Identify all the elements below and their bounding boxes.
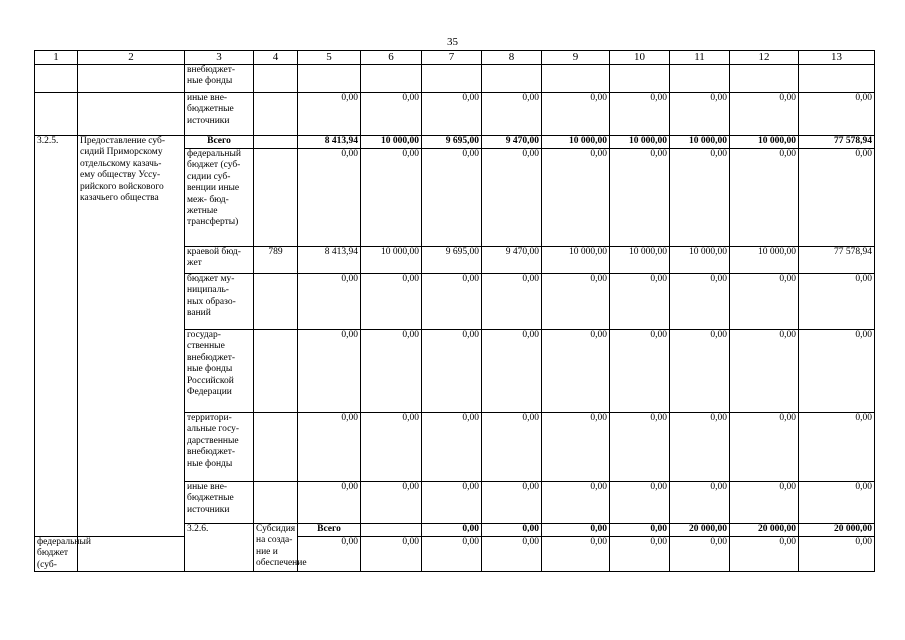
amount-cell: 0,00 <box>361 537 422 572</box>
budget-code-cell <box>254 330 298 413</box>
column-number-header: 9 <box>542 51 610 65</box>
amount-cell: 0,00 <box>799 537 875 572</box>
amount-cell <box>361 65 422 93</box>
amount-cell: 0,00 <box>610 413 670 482</box>
amount-cell: 0,00 <box>799 93 875 136</box>
amount-cell: 0,00 <box>799 413 875 482</box>
amount-cell: 0,00 <box>422 149 482 247</box>
amount-cell: 0,00 <box>298 149 361 247</box>
amount-cell: 8 413,94 <box>298 247 361 274</box>
amount-cell: 10 000,00 <box>670 247 730 274</box>
amount-cell: 0,00 <box>542 274 610 330</box>
amount-cell: 10 000,00 <box>361 136 422 149</box>
amount-cell: 0,00 <box>670 413 730 482</box>
column-number-header: 1 <box>35 51 78 65</box>
amount-cell: 77 578,94 <box>799 247 875 274</box>
amount-cell: 0,00 <box>361 93 422 136</box>
amount-cell <box>610 65 670 93</box>
amount-cell: 0,00 <box>610 537 670 572</box>
amount-cell: 10 000,00 <box>542 247 610 274</box>
funding-source-cell: федеральный бюджет (суб- <box>35 537 78 572</box>
amount-cell: 9 695,00 <box>422 136 482 149</box>
budget-code-cell: 789 <box>254 247 298 274</box>
amount-cell: 0,00 <box>610 524 670 537</box>
amount-cell: 0,00 <box>730 274 799 330</box>
amount-cell: 0,00 <box>542 93 610 136</box>
amount-cell: 0,00 <box>610 93 670 136</box>
amount-cell: 0,00 <box>670 274 730 330</box>
column-number-header: 10 <box>610 51 670 65</box>
amount-cell: 0,00 <box>730 149 799 247</box>
amount-cell: 9 695,00 <box>422 247 482 274</box>
column-number-header: 4 <box>254 51 298 65</box>
funding-source-cell: территори- альные госу- дарственные внебюджет- ные фонды <box>185 413 254 482</box>
amount-cell: 0,00 <box>482 413 542 482</box>
amount-cell: 0,00 <box>361 274 422 330</box>
amount-cell: 10 000,00 <box>610 247 670 274</box>
budget-code-cell <box>254 65 298 93</box>
amount-cell: 0,00 <box>422 482 482 524</box>
amount-cell: 0,00 <box>542 149 610 247</box>
amount-cell: 0,00 <box>610 330 670 413</box>
budget-code-cell <box>254 149 298 247</box>
amount-cell: 9 470,00 <box>482 247 542 274</box>
amount-cell: 0,00 <box>542 330 610 413</box>
funding-source-cell: Всего <box>185 136 254 149</box>
column-number-header: 8 <box>482 51 542 65</box>
budget-code-cell <box>254 136 298 149</box>
column-number-header: 6 <box>361 51 422 65</box>
item-name-cell: Субсидия на созда- ние и обеспечение <box>254 524 298 572</box>
table-row <box>35 136 875 149</box>
amount-cell: 0,00 <box>422 524 482 537</box>
funding-source-cell: краевой бюд- жет <box>185 247 254 274</box>
column-number-header: 5 <box>298 51 361 65</box>
amount-cell: 0,00 <box>730 482 799 524</box>
item-number-cell: 3.2.5. <box>35 136 78 537</box>
page-number: 35 <box>447 36 458 48</box>
amount-cell: 0,00 <box>730 330 799 413</box>
amount-cell: 0,00 <box>730 93 799 136</box>
amount-cell: 0,00 <box>799 274 875 330</box>
amount-cell: 0,00 <box>670 482 730 524</box>
amount-cell <box>298 65 361 93</box>
item-number-cell: 3.2.6. <box>185 524 254 572</box>
amount-cell: 10 000,00 <box>610 136 670 149</box>
amount-cell: 0,00 <box>542 524 610 537</box>
funding-source-cell: Всего <box>298 524 361 537</box>
amount-cell: 10 000,00 <box>361 247 422 274</box>
funding-source-cell: федеральный бюджет (суб- сидии суб- венции иные меж- бюд- жетные трансферты) <box>185 149 254 247</box>
amount-cell: 10 000,00 <box>542 136 610 149</box>
funding-source-cell: бюджет му- ниципаль- ных образо- ваний <box>185 274 254 330</box>
funding-source-cell: государ- ственные внебюджет- ные фонды Российской Федерации <box>185 330 254 413</box>
amount-cell: 0,00 <box>670 149 730 247</box>
amount-cell: 0,00 <box>482 274 542 330</box>
amount-cell: 0,00 <box>298 330 361 413</box>
item-name-cell <box>78 65 185 93</box>
amount-cell <box>799 65 875 93</box>
amount-cell: 0,00 <box>482 482 542 524</box>
budget-code-cell <box>254 93 298 136</box>
amount-cell: 10 000,00 <box>670 136 730 149</box>
amount-cell: 0,00 <box>298 482 361 524</box>
budget-code-cell <box>254 274 298 330</box>
amount-cell: 0,00 <box>799 330 875 413</box>
amount-cell <box>482 65 542 93</box>
budget-table <box>34 50 875 572</box>
header-row <box>35 51 875 65</box>
budget-code-cell <box>254 482 298 524</box>
amount-cell: 10 000,00 <box>730 247 799 274</box>
amount-cell: 0,00 <box>482 149 542 247</box>
amount-cell: 0,00 <box>799 149 875 247</box>
amount-cell: 0,00 <box>361 149 422 247</box>
budget-code-cell <box>254 413 298 482</box>
amount-cell: 0,00 <box>799 482 875 524</box>
amount-cell: 0,00 <box>542 413 610 482</box>
column-number-header: 12 <box>730 51 799 65</box>
amount-cell <box>542 65 610 93</box>
item-name-cell: Предоставление суб- сидий Приморскому отдельскому казачь- ему обществу Уссу- рийского войскового казачьего общества <box>78 136 185 537</box>
amount-cell: 8 413,94 <box>298 136 361 149</box>
item-number-cell <box>35 93 78 136</box>
amount-cell: 0,00 <box>298 537 361 572</box>
column-number-header: 2 <box>78 51 185 65</box>
amount-cell: 0,00 <box>542 537 610 572</box>
amount-cell: 20 000,00 <box>730 524 799 537</box>
amount-cell: 0,00 <box>670 330 730 413</box>
funding-source-cell: внебюджет- ные фонды <box>185 65 254 93</box>
amount-cell: 0,00 <box>422 274 482 330</box>
amount-cell: 0,00 <box>610 274 670 330</box>
amount-cell: 0,00 <box>361 330 422 413</box>
amount-cell: 0,00 <box>730 537 799 572</box>
amount-cell: 0,00 <box>482 537 542 572</box>
amount-cell <box>730 65 799 93</box>
amount-cell: 10 000,00 <box>730 136 799 149</box>
amount-cell: 0,00 <box>422 93 482 136</box>
amount-cell: 0,00 <box>670 93 730 136</box>
column-number-header: 7 <box>422 51 482 65</box>
amount-cell: 0,00 <box>482 524 542 537</box>
amount-cell: 0,00 <box>730 413 799 482</box>
amount-cell: 0,00 <box>542 482 610 524</box>
amount-cell: 0,00 <box>610 149 670 247</box>
table-row <box>35 65 875 93</box>
amount-cell: 0,00 <box>422 330 482 413</box>
amount-cell: 0,00 <box>422 537 482 572</box>
amount-cell: 0,00 <box>482 330 542 413</box>
column-number-header: 11 <box>670 51 730 65</box>
amount-cell: 77 578,94 <box>799 136 875 149</box>
table-body <box>35 51 875 572</box>
budget-code-cell <box>78 537 185 572</box>
amount-cell: 0,00 <box>361 413 422 482</box>
funding-source-cell: иные вне- бюджетные источники <box>185 482 254 524</box>
amount-cell: 0,00 <box>361 482 422 524</box>
column-number-header: 13 <box>799 51 875 65</box>
funding-source-cell: иные вне- бюджетные источники <box>185 93 254 136</box>
amount-cell: 0,00 <box>298 413 361 482</box>
amount-cell <box>422 65 482 93</box>
amount-cell <box>670 65 730 93</box>
amount-cell: 0,00 <box>670 537 730 572</box>
amount-cell: 9 470,00 <box>482 136 542 149</box>
table-row <box>35 93 875 136</box>
item-number-cell <box>35 65 78 93</box>
amount-cell: 0,00 <box>482 93 542 136</box>
budget-code-cell <box>361 524 422 537</box>
item-name-cell <box>78 93 185 136</box>
table-row <box>35 537 875 572</box>
amount-cell: 0,00 <box>298 93 361 136</box>
amount-cell: 0,00 <box>422 413 482 482</box>
column-number-header: 3 <box>185 51 254 65</box>
amount-cell: 0,00 <box>610 482 670 524</box>
amount-cell: 20 000,00 <box>670 524 730 537</box>
amount-cell: 0,00 <box>298 274 361 330</box>
amount-cell: 20 000,00 <box>799 524 875 537</box>
